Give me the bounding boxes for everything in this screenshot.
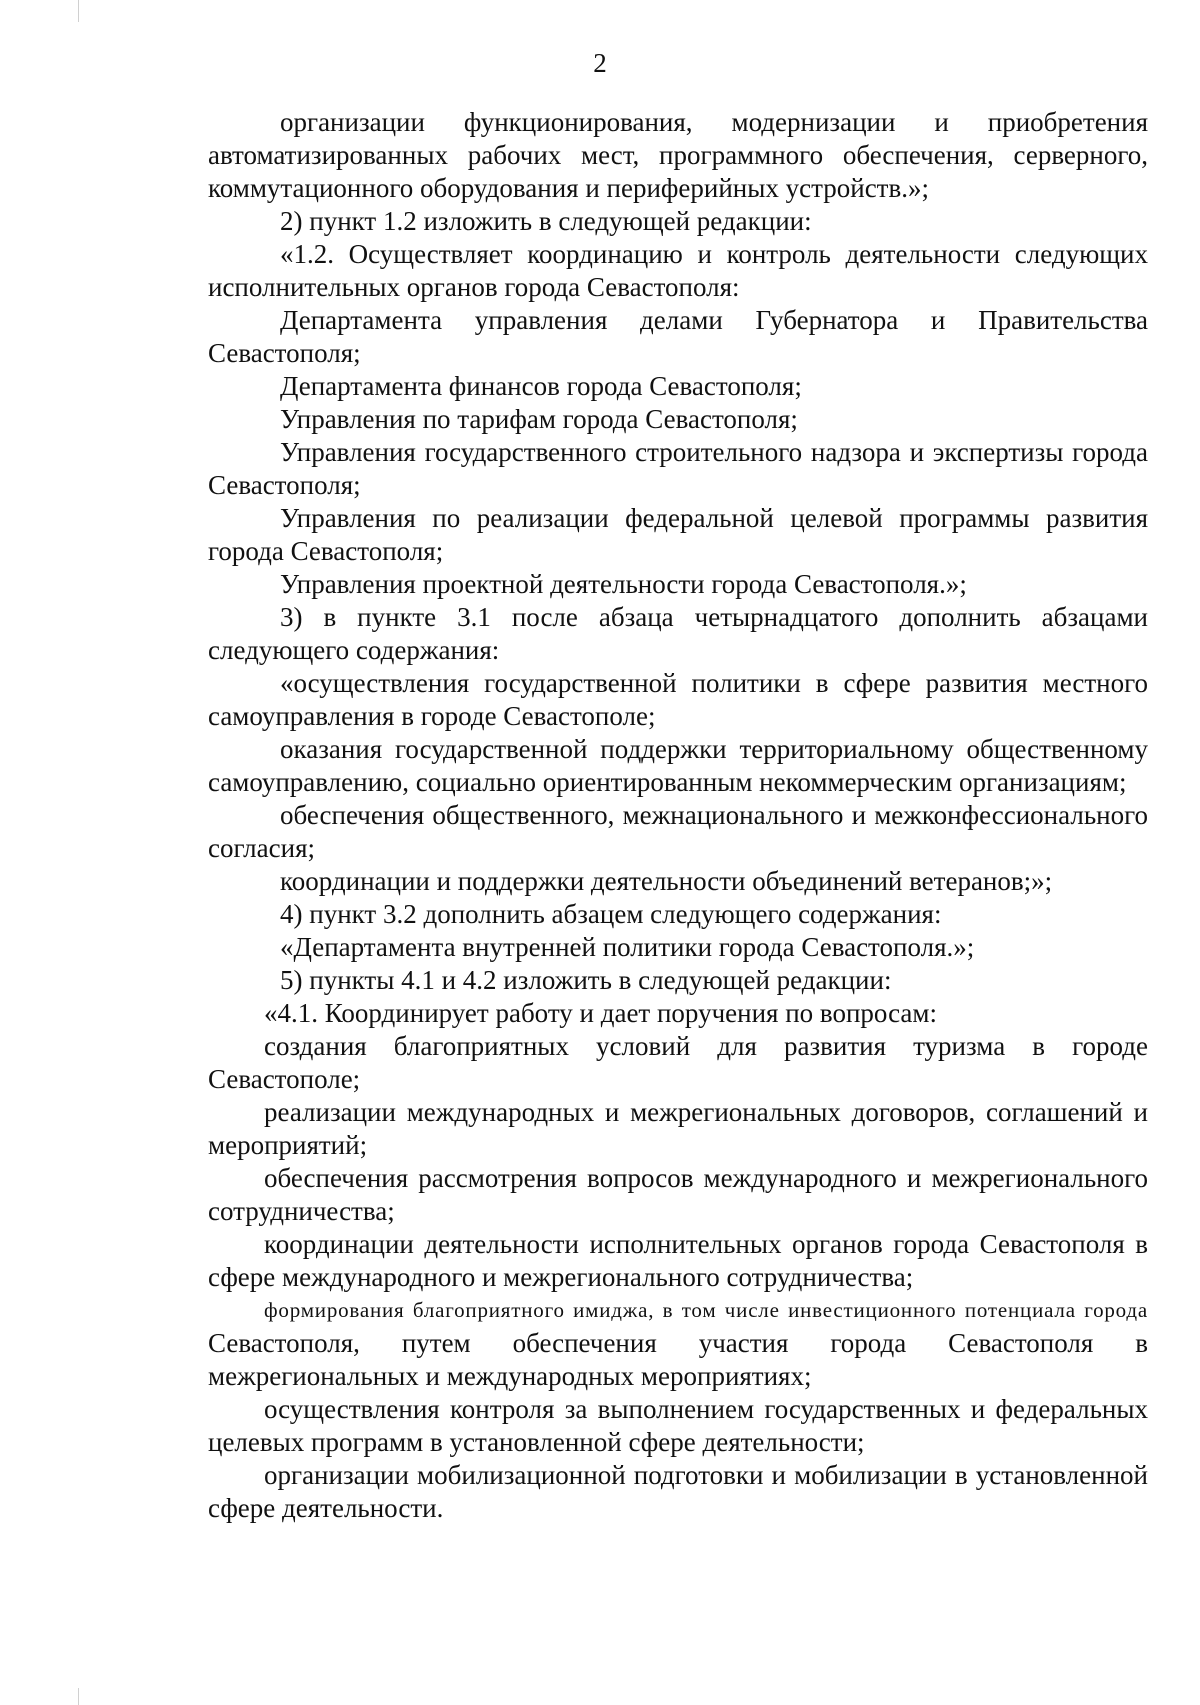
paragraph: реализации международных и межрегиональных договоров, соглашений и мероприятий;	[208, 1097, 1148, 1160]
scan-edge-mark	[78, 1688, 79, 1705]
paragraph: организации функционирования, модернизации и приобретения автоматизированных рабочих мест, программного обеспечения, серверного, коммутационного оборудования и периферийных устройств.»;	[208, 107, 1148, 203]
paragraph: Управления по реализации федеральной целевой программы развития города Севастополя;	[208, 503, 1148, 566]
paragraph: 3) в пункте 3.1 после абзаца четырнадцатого дополнить абзацами следующего содержания:	[208, 602, 1148, 665]
paragraph: координации деятельности исполнительных органов города Севастополя в сфере международного и межрегионального сотрудничества;	[208, 1229, 1148, 1292]
page-number: 2	[593, 48, 607, 78]
paragraph: осуществления контроля за выполнением государственных и федеральных целевых программ в установленной сфере деятельности;	[208, 1394, 1148, 1457]
paragraph: «4.1. Координирует работу и дает поручения по вопросам:	[264, 998, 937, 1028]
paragraph: 2) пункт 1.2 изложить в следующей редакции:	[280, 206, 812, 236]
paragraph: Управления по тарифам города Севастополя;	[280, 404, 798, 434]
paragraph: обеспечения общественного, межнационального и межконфессионального согласия;	[208, 800, 1148, 863]
scan-edge-mark	[78, 0, 79, 22]
paragraph: Департамента управления делами Губернатора и Правительства Севастополя;	[208, 305, 1148, 368]
document-body	[208, 106, 1148, 1525]
paragraph: обеспечения рассмотрения вопросов международного и межрегионального сотрудничества;	[208, 1163, 1148, 1226]
paragraph: «осуществления государственной политики в сфере развития местного самоуправления в городе Севастополе;	[208, 668, 1148, 731]
paragraph: 4) пункт 3.2 дополнить абзацем следующего содержания:	[280, 899, 942, 929]
paragraph: Управления государственного строительного надзора и экспертизы города Севастополя;	[208, 437, 1148, 500]
paragraph: «Департамента внутренней политики города Севастополя.»;	[280, 932, 975, 962]
paragraph: оказания государственной поддержки территориальному общественному самоуправлению, социально ориентированным некоммерческим организациям;	[208, 734, 1148, 797]
paragraph: Департамента финансов города Севастополя;	[280, 371, 802, 401]
paragraph: координации и поддержки деятельности объединений ветеранов;»;	[280, 866, 1053, 896]
paragraph: 5) пункты 4.1 и 4.2 изложить в следующей редакции:	[280, 965, 892, 995]
paragraph: «1.2. Осуществляет координацию и контроль деятельности следующих исполнительных органов города Севастополя:	[208, 239, 1148, 302]
paragraph: Управления проектной деятельности города Севастополя.»;	[280, 569, 967, 599]
paragraph: создания благоприятных условий для развития туризма в городе Севастополе;	[208, 1031, 1148, 1094]
paragraph: организации мобилизационной подготовки и мобилизации в установленной сфере деятельности.	[208, 1460, 1148, 1523]
paragraph: формирования благоприятного имиджа, в том числе инвестиционного потенциала города Севастополя, путем обеспечения участия города Севастополя в межрегиональных и международных мероприятиях;	[208, 1298, 1148, 1391]
